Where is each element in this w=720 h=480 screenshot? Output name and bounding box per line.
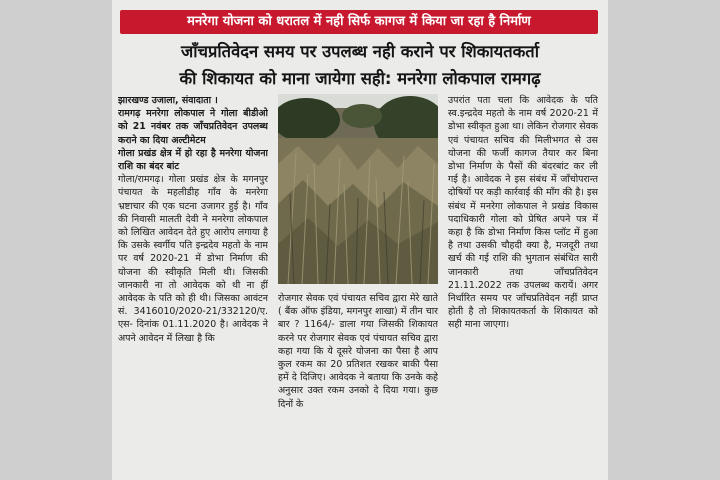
article-body-3: उपरांत पता चला कि आवेदक के पति स्व.इन्द्रदेव महतो के नाम वर्ष 2020-21 में डोभा स्वीकृत हुआ था। लेकिन रोजगार सेवक एवं पंचायत सचिव की मिलीभगत से उस योजना की फर्जी कागज तैयार कर बिना डोभा निर्माण के पैसों की बंदरबांट कर ली गई है। आवेदक ने इस संबंध में जाँचोपरान्त दोषियों पर कड़ी कार्रवाई की माँग की है। इस संबंध में मनरेगा लोकपाल ने प्रखंड विकास पदाधिकारी गोला को प्रेषित अपने पत्र में कहा है कि डोभा निर्माण किस प्लॉट में हुआ है तथा उसकी चौहदी क्या है, मजदूरी तथा खर्च की गई राशि की भुगतान संबंधित सारी जानकारी तथा जाँचप्रतिवेदन 21.11.2022 तक उपलब्ध करायें। अगर निर्धारित समय पर जाँचप्रतिवेदन नहीं प्राप्त होती है तो शिकायतकर्ता के शिकायत को सही माना जाएगा। [448, 95, 598, 331]
article-subdeck: गोला प्रखंड क्षेत्र में हो रहा है मनरेगा योजना राशि का बंदर बांट [118, 147, 268, 173]
article-column-2 [278, 292, 438, 480]
grass-field-image [278, 94, 438, 284]
byline: झारखण्ड उजाला, संवादाता । [118, 95, 218, 106]
article-column-1 [118, 94, 268, 480]
headline [122, 38, 598, 92]
headline-line-2: की शिकायत को माना जायेगा सही: मनरेगा लोकपाल रामगढ़ [179, 69, 541, 88]
article-body-2: रोजगार सेवक एवं पंचायत सचिव द्वारा मेरे खाते ( बैंक ऑफ इंडिया, मगनपुर शाखा) में तीन चार बार ? 1164/- डाला गया जिसकी शिकायत करने पर रोजगार सेवक एवं पंचायत सचिव द्वारा कहा गया कि ये दूसरे योजना का पैसा है आप कुल रकम का 20 प्रतिशत रखकर बाकी पैसा हमें दे दिजिए। आवेदक ने बताया कि उनके कहे अनुसार उक्त रकम उनको दे दिया गया। कुछ दिनों के [278, 293, 438, 410]
article-body-1: गोला/रामगढ़। गोला प्रखंड क्षेत्र के मगनपुर पंचायत के महलीडीह गाँव के मनरेगा भ्रष्टाचार की एक घटना उजागर हुई है। गाँव की निवासी मालती देवी ने मनरेगा लोकपाल को लिखित आवेदन देते हुए आरोप लगाया है कि उसके स्वर्गीय पति इन्द्रदेव महतो के नाम पर वर्ष 2020-21 में डोभा निर्माण की योजना की स्वीकृति मिली थी। जिसकी जानकारी ना तो आवेदक को थी ना हीं आवेदक के पति को ही थी। जिसका आवंटन सं. 3416010/2020-21/332120/ए. एस- दिनांक 01.11.2020 है। आवेदक ने अपने आवेदन में लिखा है कि [118, 174, 268, 344]
kicker-banner: मनरेगा योजना को धरातल में नही सिर्फ कागज में किया जा रहा है निर्माण [120, 10, 598, 34]
article-deck: रामगढ़ मनरेगा लोकपाल ने गोला बीडीओ को 21 नवंबर तक जाँचप्रतिवेदन उपलब्ध कराने का दिया अल्टीमेटम [118, 108, 268, 146]
newspaper-clipping [112, 0, 608, 480]
article-column-3 [448, 94, 598, 480]
headline-line-1: जाँचप्रतिवेदन समय पर उपलब्ध नही कराने पर शिकायतकर्ता [181, 42, 539, 61]
field-photo [278, 94, 438, 284]
